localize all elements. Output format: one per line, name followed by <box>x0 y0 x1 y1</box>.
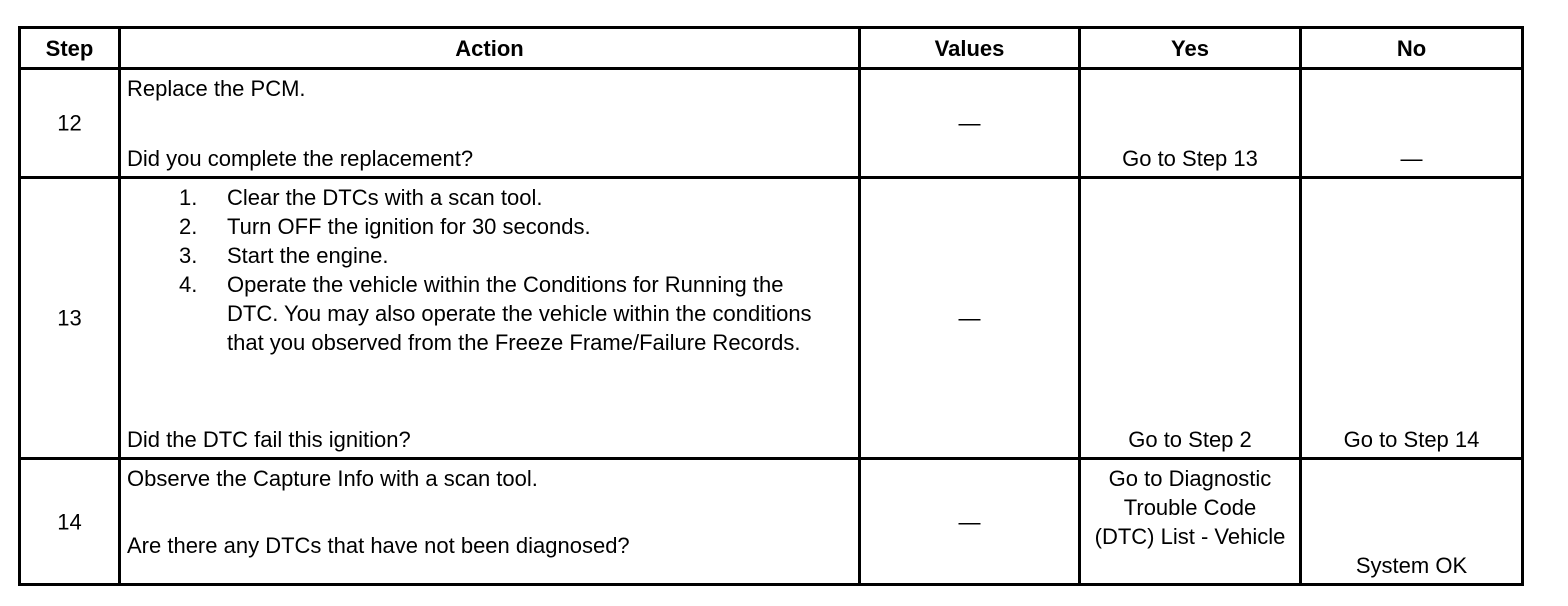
step-item-text: Start the engine. <box>227 243 389 268</box>
list-item <box>127 212 818 241</box>
yes-link[interactable]: Go to Diagnostic Trouble Code (DTC) List - Vehicle <box>1094 466 1286 549</box>
yes-link[interactable]: Go to Step 2 <box>1128 427 1252 452</box>
action-question: Did the DTC fail this ignition? <box>127 427 411 452</box>
step-number: 12 <box>57 110 82 136</box>
action-text: Observe the Capture Info with a scan tool. <box>127 466 538 491</box>
no-result: System OK <box>1355 553 1468 578</box>
table-row <box>20 69 1523 178</box>
step-item-number: 2. <box>179 214 198 239</box>
no-cell <box>1301 69 1523 178</box>
no-cell <box>1301 178 1523 459</box>
list-item <box>127 270 818 357</box>
values-dash: — <box>958 305 981 331</box>
step-number: 13 <box>57 305 82 331</box>
header-values: Values <box>860 28 1080 69</box>
yes-link[interactable]: Go to Step 13 <box>1122 146 1258 171</box>
step-cell <box>20 178 120 459</box>
values-cell <box>860 178 1080 459</box>
step-item-text: Operate the vehicle within the Conditions for Running the DTC. You may also operate the vehicle within the conditions that you observed from the Freeze Frame/Failure Records. <box>227 272 812 355</box>
step-item-number: 3. <box>179 243 198 268</box>
no-dash: — <box>1400 146 1423 171</box>
step-item-number: 1. <box>179 185 198 210</box>
yes-cell <box>1080 459 1301 585</box>
header-step: Step <box>20 28 120 69</box>
header-no: No <box>1301 28 1523 69</box>
header-yes: Yes <box>1080 28 1301 69</box>
header-row <box>20 28 1523 69</box>
action-cell <box>120 69 860 178</box>
action-question: Did you complete the replacement? <box>127 146 474 171</box>
step-cell <box>20 69 120 178</box>
action-cell <box>120 459 860 585</box>
action-cell <box>120 178 860 459</box>
step-item-text: Turn OFF the ignition for 30 seconds. <box>227 214 591 239</box>
values-cell <box>860 69 1080 178</box>
action-steps <box>127 183 818 357</box>
no-cell <box>1301 459 1523 585</box>
step-item-number: 4. <box>179 272 198 297</box>
list-item <box>127 241 818 270</box>
step-cell <box>20 459 120 585</box>
no-link[interactable]: Go to Step 14 <box>1343 427 1480 452</box>
yes-cell <box>1080 178 1301 459</box>
action-text: Replace the PCM. <box>127 76 306 101</box>
step-item-text: Clear the DTCs with a scan tool. <box>227 185 543 210</box>
values-cell <box>860 459 1080 585</box>
values-dash: — <box>958 110 981 136</box>
action-question: Are there any DTCs that have not been diagnosed? <box>127 533 630 558</box>
step-number: 14 <box>57 509 82 534</box>
header-action: Action <box>120 28 860 69</box>
diagnostic-table <box>18 26 1524 586</box>
list-item <box>127 183 818 212</box>
values-dash: — <box>958 509 981 534</box>
action-step-list <box>127 183 818 357</box>
table-row <box>20 459 1523 585</box>
yes-cell <box>1080 69 1301 178</box>
table-row <box>20 178 1523 459</box>
